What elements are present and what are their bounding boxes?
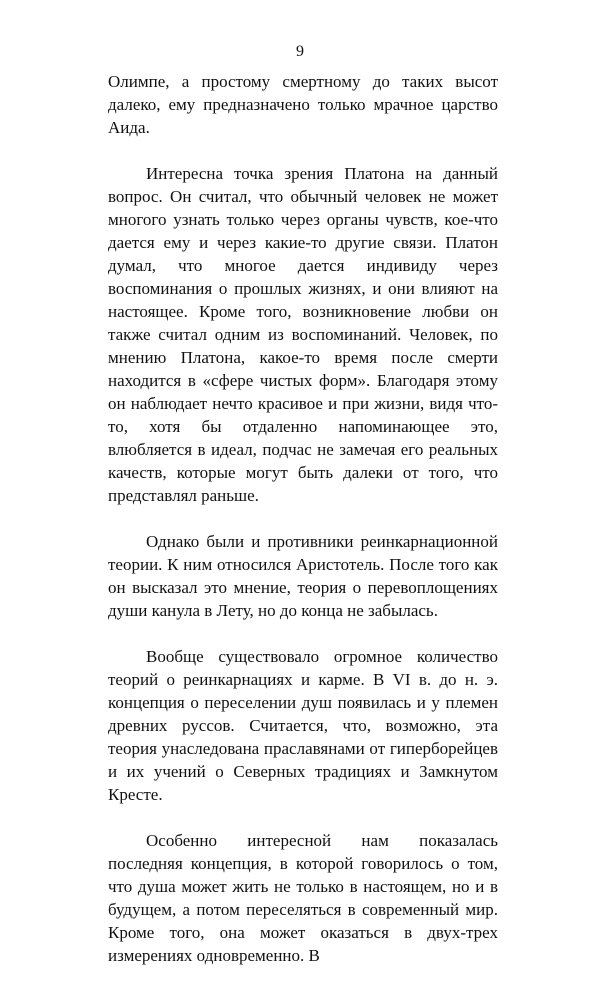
- paragraph-concept: Особенно интересной нам показалась последняя концепция, в которой говорилось о том, что душа может жить не только в настоящем, но и в будущем, а потом переселяться в современный мир. Кроме того, она может оказаться в двух-трех измерениях одновременно. В: [108, 831, 498, 965]
- paragraph-continuation: Олимпе, а простому смертному до таких высот далеко, ему предназначено только мрачное царство Аида.: [108, 72, 498, 137]
- paragraph-theories: Вообще существовало огромное количество теорий о реинкарнациях и карме. В VI в. до н. э. концепция о переселении душ появилась и у племен древних руссов. Считается, что, возможно, эта теория унаследована праславянами от гиперборейцев и их учений о Северных традициях и Замкнутом Кресте.: [108, 647, 498, 804]
- page-number: 9: [296, 43, 304, 60]
- paragraph-aristotle: Однако были и противники реинкарнационной теории. К ним относился Аристотель. После того как он высказал это мнение, теория о перевоплощениях души канула в Лету, но до конца не забылась.: [108, 532, 498, 620]
- body-text: [108, 70, 498, 990]
- paragraph-plato: Интересна точка зрения Платона на данный вопрос. Он считал, что обычный человек не может многого узнать только через органы чувств, кое-что дается ему и через какие-то другие связи. Платон думал, что многое дается индивиду через воспоминания о прошлых жизнях, и они влияют на настоящее. Кроме того, возникновение любви он также считал одним из воспоминаний. Человек, по мнению Платона, какое-то время после смерти находится в «сфере чистых форм». Благодаря этому он наблюдает нечто красивое и при жизни, видя что-то, хотя бы отдаленно напоминающее это, влюбляется в идеал, подчас не замечая его реальных качеств, которые могут быть далеки от того, что представлял раньше.: [108, 164, 498, 505]
